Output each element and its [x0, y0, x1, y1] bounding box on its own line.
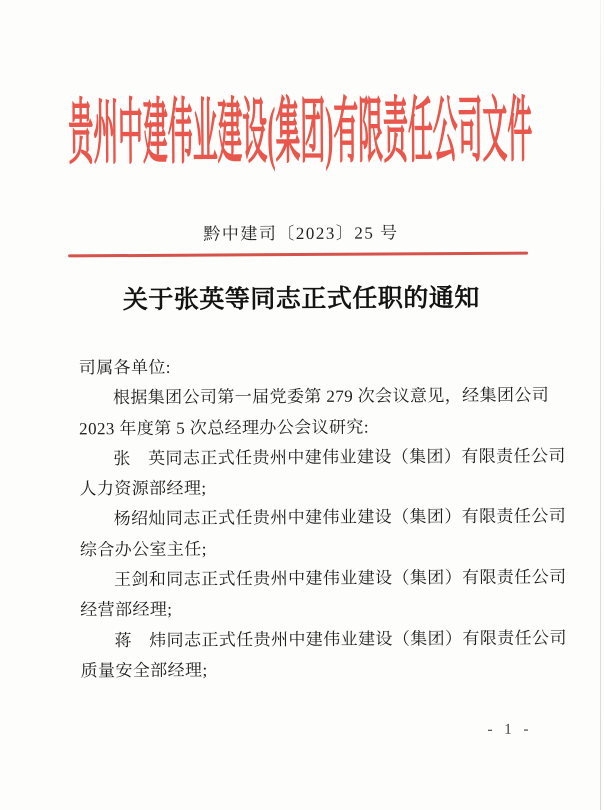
body-line: 司属各单位: [78, 357, 171, 378]
organization-letterhead-title: 贵州中建伟业建设(集团)有限责任公司文件 [68, 90, 533, 174]
scan-page-edge [600, 0, 601, 810]
red-divider-line [68, 252, 528, 258]
document-body [78, 350, 567, 686]
body-line: 杨绍灿同志正式任贵州中建伟业建设（集团）有限责任公司 [113, 506, 567, 529]
body-line: 王剑和同志正式任贵州中建伟业建设（集团）有限责任公司 [114, 567, 567, 590]
body-line: 根据集团公司第一届党委第 279 次会议意见，经集团公司 [112, 385, 550, 408]
body-line: 人力资源部经理; [79, 478, 207, 499]
body-line: 2023 年度第 5 次总经理办公会议研究: [79, 417, 369, 438]
body-line: 张 英同志正式任贵州中建伟业建设（集团）有限责任公司 [113, 446, 566, 469]
body-line: 蒋 炜同志正式任贵州中建伟业建设（集团）有限责任公司 [114, 628, 567, 650]
document-reference-number: 黔中建司〔2023〕25 号 [203, 223, 399, 244]
document-title: 关于张英等同志正式任职的通知 [122, 284, 480, 315]
page-number: - 1 - [487, 721, 533, 738]
letterhead-row [0, 90, 603, 174]
body-line: 质量安全部经理; [80, 660, 208, 681]
body-line: 综合办公室主任; [79, 539, 207, 560]
body-line: 经营部经理; [80, 600, 173, 620]
